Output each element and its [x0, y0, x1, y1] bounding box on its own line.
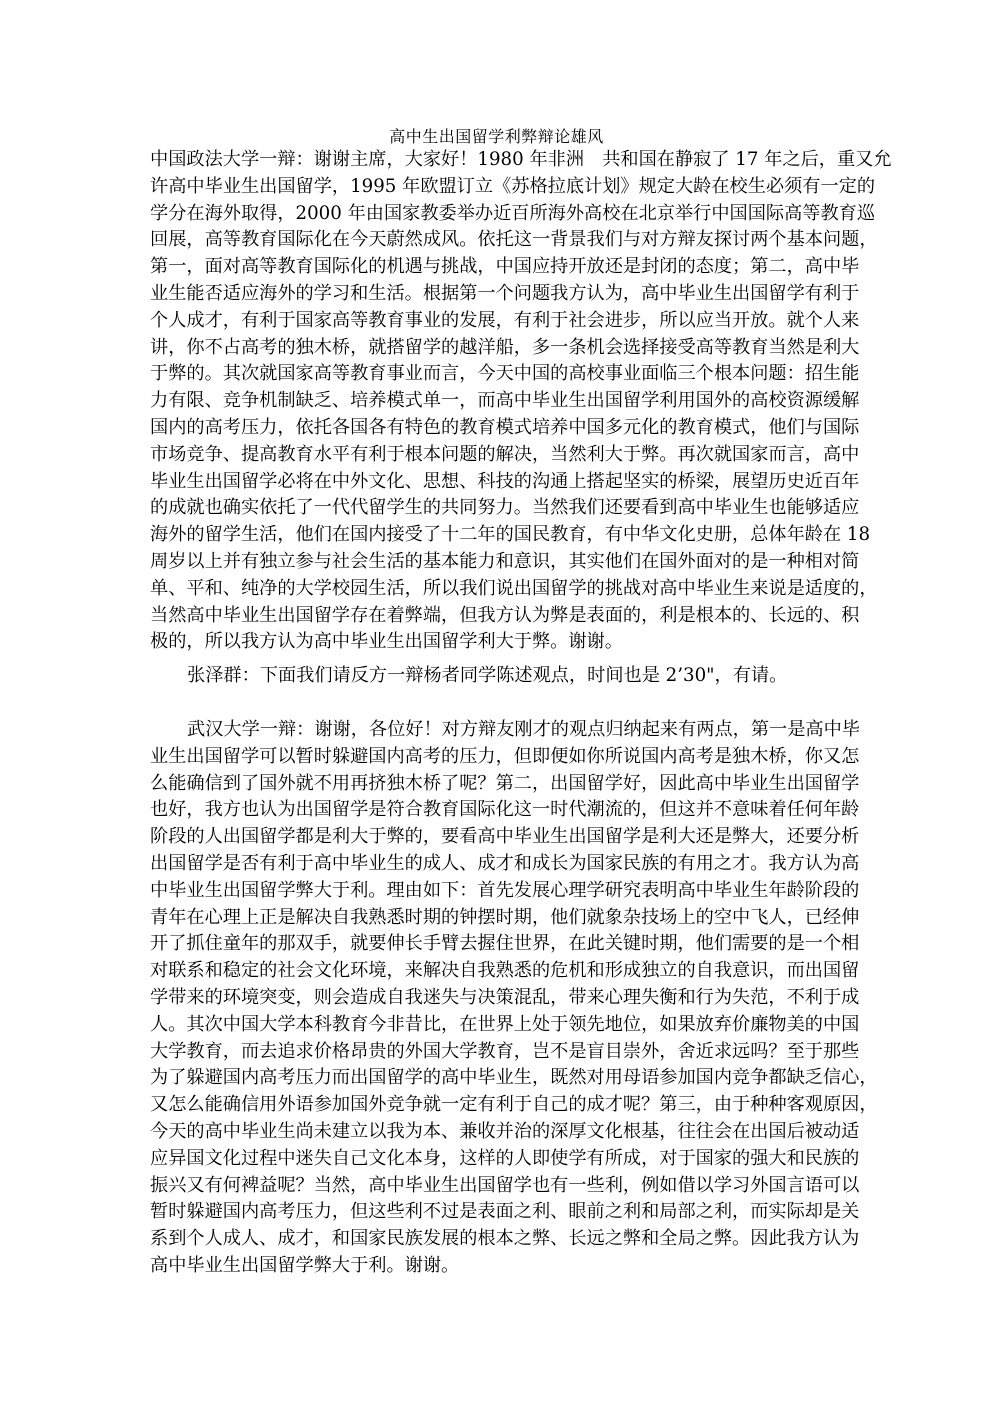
text-line: 青年在心理上正是解决自我熟悉时期的钟摆时期，他们就象杂技场上的空中飞人，已经伸 [150, 906, 860, 928]
text-line: 对联系和稳定的社会文化环境，来解决自我熟悉的危机和形成独立的自我意识，而出国留 [150, 960, 860, 982]
paragraph-rebuttal [150, 717, 878, 1280]
text-line: 应异国文化过程中迷失自己文化本身，这样的人即使学有所成，对于国家的强大和民族的 [150, 1147, 860, 1169]
text-line: 国内的高考压力，依托各国各有特色的教育模式培养中国多元化的教育模式，他们与国际 [150, 416, 860, 438]
text-line: 又怎么能确信用外语参加国外竞争就一定有利于自己的成才呢？第三，由于种种客观原因， [150, 1094, 878, 1116]
text-line: 大学教育，而去追求价格昂贵的外国大学教育，岂不是盲目崇外，舍近求远吗？至于那些 [150, 1040, 860, 1062]
text-line: 开了抓住童年的那双手，就要伸长手臂去握住世界，在此关键时期，他们需要的是一个相 [150, 933, 860, 955]
text-line: 人。其次中国大学本科教育今非昔比，在世界上处于领先地位，如果放弃价廉物美的中国 [150, 1013, 860, 1035]
text-line: 学带来的环境突变，则会造成自我迷失与决策混乱，带来心理失衡和行为失范，不利于成 [150, 986, 860, 1008]
text-line: 高中毕业生出国留学弊大于利。谢谢。 [150, 1254, 460, 1276]
text-line: 业生能否适应海外的学习和生活。根据第一个问题我方认为，高中毕业生出国留学有利于 [150, 282, 860, 304]
text-line: 回展，高等教育国际化在今天蔚然成风。依托这一背景我们与对方辩友探讨两个基本问题， [150, 229, 878, 251]
text-line: 暂时躲避国内高考压力，但这些利不过是表面之利、眼前之利和局部之利，而实际却是关 [150, 1201, 860, 1223]
text-line: 今天的高中毕业生尚未建立以我为本、兼收并治的深厚文化根基，往往会在出国后被动适 [150, 1120, 860, 1142]
text-line: 当然高中毕业生出国留学存在着弊端，但我方认为弊是表面的，利是根本的、长远的、积 [150, 604, 860, 626]
text-line: 张泽群：下面我们请反方一辩杨者同学陈述观点，时间也是 2’30"，有请。 [187, 665, 788, 686]
text-line: 振兴又有何裨益呢？当然，高中毕业生出国留学也有一些利，例如借以学习外国言语可以 [150, 1174, 860, 1196]
paragraph-moderator [150, 663, 844, 690]
text-line: 武汉大学一辩：谢谢，各位好！对方辩友刚才的观点归纳起来有两点，第一是高中毕 [187, 719, 860, 740]
text-line: 出国留学是否有利于高中毕业生的成人、成才和成长为国家民族的有用之才。我方认为高 [150, 852, 860, 874]
text-line: 也好，我方也认为出国留学是符合教育国际化这一时代潮流的，但这并不意味着任何年龄 [150, 799, 860, 821]
text-line: 么能确信到了国外就不用再挤独木桥了呢？第二，出国留学好，因此高中毕业生出国留学 [150, 772, 860, 794]
text-line: 学分在海外取得，2000 年由国家教委举办近百所海外高校在北京举行中国国际高等教育巡 [150, 202, 876, 224]
text-line: 力有限、竞争机制缺乏、培养模式单一，而高中毕业生出国留学利用国外的高校资源缓解 [150, 390, 860, 412]
document-title: 高中生出国留学利弊辩论雄风 [389, 127, 604, 146]
paragraph-opening-statement [150, 147, 892, 656]
text-line: 于弊的。其次就国家高等教育事业而言，今天中国的高校事业面临三个根本问题：招生能 [150, 363, 860, 385]
text-line: 周岁以上并有独立参与社会生活的基本能力和意识，其实他们在国外面对的是一种相对简 [150, 550, 860, 572]
text-line: 毕业生出国留学必将在中外文化、思想、科技的沟通上搭起坚实的桥梁，展望历史近百年 [150, 470, 860, 492]
text-line: 个人成才，有利于国家高等教育事业的发展，有利于社会进步，所以应当开放。就个人来 [150, 309, 860, 331]
text-line: 讲，你不占高考的独木桥，就搭留学的越洋船，多一条机会选择接受高等教育当然是利大 [150, 336, 860, 358]
text-line: 极的，所以我方认为高中毕业生出国留学利大于弊。谢谢。 [150, 631, 623, 653]
text-line: 第一，面对高等教育国际化的机遇与挑战，中国应持开放还是封闭的态度；第二，高中毕 [150, 256, 860, 278]
text-line: 市场竞争、提高教育水平有利于根本问题的解决，当然利大于弊。再次就国家而言，高中 [150, 443, 860, 465]
text-line: 的成就也确实依托了一代代留学生的共同努力。当然我们还要看到高中毕业生也能够适应 [150, 497, 860, 519]
text-line: 许高中毕业生出国留学，1995 年欧盟订立《苏格拉底计划》规定大龄在校生必须有一定的 [150, 175, 876, 197]
text-line: 系到个人成人、成才，和国家民族发展的根本之弊、长远之弊和全局之弊。因此我方认为 [150, 1228, 860, 1250]
text-line: 为了躲避国内高考压力而出国留学的高中毕业生，既然对用母语参加国内竞争都缺乏信心， [150, 1067, 878, 1089]
text-line: 单、平和、纯净的大学校园生活，所以我们说出国留学的挑战对高中毕业生来说是适度的， [150, 577, 878, 599]
text-line: 中毕业生出国留学弊大于利。理由如下：首先发展心理学研究表明高中毕业生年龄阶段的 [150, 879, 860, 901]
text-line: 海外的留学生活，他们在国内接受了十二年的国民教育，有中华文化史册，总体年龄在 18 [150, 524, 871, 546]
text-line: 阶段的人出国留学都是利大于弊的，要看高中毕业生出国留学是利大还是弊大，还要分析 [150, 826, 860, 848]
text-line: 中国政法大学一辩：谢谢主席，大家好！1980 年非洲 共和国在静寂了 17 年之后，重又允 [150, 149, 892, 170]
text-line: 业生出国留学可以暂时躲避国内高考的压力，但即便如你所说国内高考是独木桥，你又怎 [150, 745, 860, 767]
